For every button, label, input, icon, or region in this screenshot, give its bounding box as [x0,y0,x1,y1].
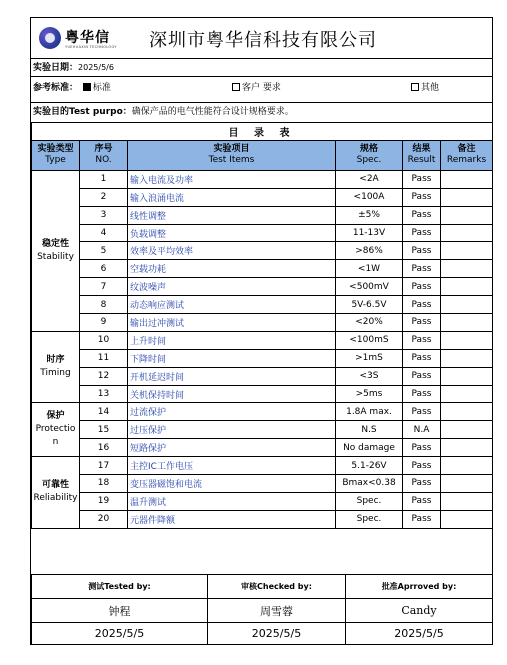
test-item: 输入浪涌电流 [128,188,336,206]
remark-value [441,188,493,206]
table-row [32,439,493,457]
test-item: 过流保护 [128,403,336,421]
remark-value [441,296,493,314]
col-type: 实验类型 Type [32,140,80,170]
date-label: 实验日期： [33,63,79,73]
test-item: 纹波噪声 [128,278,336,296]
remark-value [441,385,493,403]
row-number: 17 [80,457,128,475]
purpose-label: 实验目的Test purpo： [33,107,132,117]
col-item: 实验项目 Test Items [128,140,336,170]
approved-date: 2025/5/5 [346,623,493,645]
table-row [32,314,493,332]
result-value: Pass [403,224,441,242]
test-item: 动态响应测试 [128,296,336,314]
table-row [32,296,493,314]
result-value: Pass [403,170,441,188]
signature-table [31,574,493,645]
table-row [32,188,493,206]
table-title: 目 录 表 [32,123,493,141]
remark-value [441,349,493,367]
row-number: 9 [80,314,128,332]
standard-option[interactable] [83,83,111,93]
test-item: 效率及平均效率 [128,242,336,260]
row-number: 13 [80,385,128,403]
spec-value: 1.8A max. [336,403,403,421]
category-cell: 可靠性 Reliability [32,457,80,529]
remark-value [441,403,493,421]
remark-value [441,331,493,349]
tested-by-label: 测试Tested by: [32,575,208,599]
row-number: 11 [80,349,128,367]
spec-value: 11-13V [336,224,403,242]
result-value: Pass [403,439,441,457]
tested-by-signature: 钟程 [32,599,208,623]
remark-value [441,457,493,475]
test-item: 下降时间 [128,349,336,367]
spec-value: Spec. [336,492,403,510]
remark-value [441,510,493,528]
table-row [32,224,493,242]
result-value: Pass [403,510,441,528]
unchecked-box-icon [411,83,419,91]
table-row [32,206,493,224]
document-header [31,18,492,59]
table-row [32,475,493,493]
remark-value [441,170,493,188]
spec-value: <20% [336,314,403,332]
spec-value: <500mV [336,278,403,296]
spec-value: <100mS [336,331,403,349]
customer-option[interactable] [232,81,281,95]
company-name: 深圳市粤华信科技有限公司 [149,30,377,51]
row-number: 18 [80,475,128,493]
test-item: 主控IC工作电压 [128,457,336,475]
remark-value [441,492,493,510]
remark-value [441,224,493,242]
table-row [32,421,493,439]
row-number: 6 [80,260,128,278]
category-cell: 时序 Timing [32,331,80,403]
test-item: 元器件降额 [128,510,336,528]
standard-option-label: 标准 [92,83,111,93]
category-cell: 保护 Protection [32,403,80,457]
result-value: Pass [403,492,441,510]
table-header-row [32,140,493,170]
result-value: Pass [403,385,441,403]
logo-subtext: YUEHUAXIN TECHNOLOGY [65,45,117,49]
other-option[interactable] [411,81,439,95]
col-spec: 规格 Spec. [336,140,403,170]
result-value: Pass [403,242,441,260]
approved-by-signature: Candy [346,599,493,623]
checked-box-icon [83,83,91,91]
checked-by-signature: 周雪蓉 [208,599,346,623]
result-value: Pass [403,349,441,367]
spec-value: <3S [336,367,403,385]
result-value: Pass [403,296,441,314]
result-value: Pass [403,331,441,349]
row-number: 3 [80,206,128,224]
spec-value: ±5% [336,206,403,224]
table-row [32,260,493,278]
remark-value [441,367,493,385]
test-item: 输出过冲测试 [128,314,336,332]
remark-value [441,260,493,278]
result-value: Pass [403,367,441,385]
remark-value [441,206,493,224]
standard-row [31,81,492,95]
result-value: N.A [403,421,441,439]
result-value: Pass [403,403,441,421]
approved-by-label: 批准Aprroved by: [346,575,493,599]
col-remarks: 备注 Remarks [441,140,493,170]
spec-value: <100A [336,188,403,206]
table-row [32,492,493,510]
remark-value [441,242,493,260]
checked-by-label: 审核Checked by: [208,575,346,599]
row-number: 16 [80,439,128,457]
table-row [32,170,493,188]
remark-value [441,278,493,296]
row-number: 15 [80,421,128,439]
table-title-row [32,123,493,141]
remark-value [441,421,493,439]
test-item: 开机延迟时间 [128,367,336,385]
report-page [30,17,493,645]
test-items-table [31,122,493,529]
date-value: 2025/5/6 [78,63,114,72]
remark-value [441,439,493,457]
spec-value: <1W [336,260,403,278]
test-item: 过压保护 [128,421,336,439]
table-row [32,367,493,385]
unchecked-box-icon [232,83,240,91]
row-number: 5 [80,242,128,260]
row-number: 19 [80,492,128,510]
row-number: 2 [80,188,128,206]
remark-value [441,475,493,493]
purpose-row [31,102,492,121]
row-number: 12 [80,367,128,385]
spec-value: >1mS [336,349,403,367]
table-row [32,242,493,260]
result-value: Pass [403,457,441,475]
table-row [32,349,493,367]
test-item: 变压器磁饱和电流 [128,475,336,493]
table-row [32,510,493,528]
spec-value: N.S [336,421,403,439]
table-row [32,385,493,403]
logo-text: 粤华信 [65,30,110,46]
col-result: 结果 Result [403,140,441,170]
test-item: 温升测试 [128,492,336,510]
test-item: 上升时间 [128,331,336,349]
spec-value: >86% [336,242,403,260]
test-item: 空载功耗 [128,260,336,278]
test-item: 线性调整 [128,206,336,224]
result-value: Pass [403,278,441,296]
category-cell: 稳定性 Stability [32,170,80,331]
remark-value [441,314,493,332]
row-number: 10 [80,331,128,349]
spec-value: No damage [336,439,403,457]
col-no: 序号 NO. [80,140,128,170]
test-item: 关机保持时间 [128,385,336,403]
row-number: 1 [80,170,128,188]
result-value: Pass [403,188,441,206]
date-row [31,60,492,77]
customer-option-label: 客户 要求 [242,83,281,93]
row-number: 20 [80,510,128,528]
purpose-value: 确保产品的电气性能符合设计规格要求。 [131,107,294,117]
result-value: Pass [403,314,441,332]
result-value: Pass [403,475,441,493]
result-value: Pass [403,260,441,278]
company-logo-icon [39,27,61,49]
spec-value: 5V-6.5V [336,296,403,314]
row-number: 8 [80,296,128,314]
row-number: 14 [80,403,128,421]
test-item: 短路保护 [128,439,336,457]
spec-value: Bmax<0.38 [336,475,403,493]
test-item: 输入电流及功率 [128,170,336,188]
row-number: 4 [80,224,128,242]
table-row [32,278,493,296]
spec-value: <2A [336,170,403,188]
spec-value: Spec. [336,510,403,528]
test-item: 负载调整 [128,224,336,242]
table-row [32,457,493,475]
spec-value: 5.1-26V [336,457,403,475]
standard-label: 参考标准： [33,83,79,93]
result-value: Pass [403,206,441,224]
table-row [32,403,493,421]
checked-date: 2025/5/5 [208,623,346,645]
table-row [32,331,493,349]
row-number: 7 [80,278,128,296]
other-option-label: 其他 [421,83,440,93]
tested-date: 2025/5/5 [32,623,208,645]
spec-value: >5ms [336,385,403,403]
